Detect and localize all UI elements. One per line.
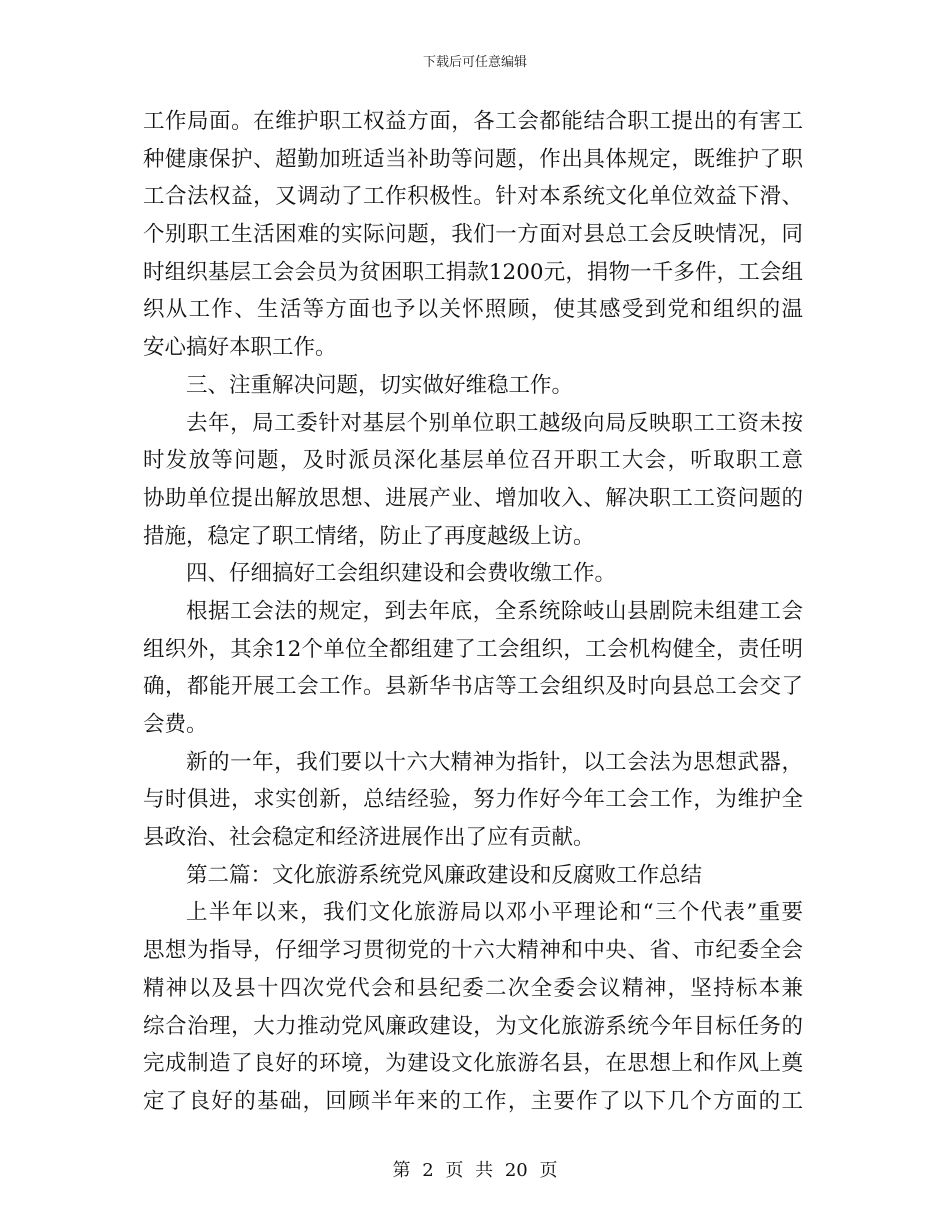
text-line: 组织外，其余12个单位全都组建了工会组织，工会机构健全，责任明 (143, 636, 803, 662)
text-line: 去年，局工委针对基层个别单位职工越级向局反映职工工资未按 (186, 410, 803, 436)
text-line: 织从工作、生活等方面也予以关怀照顾，使其感受到党和组织的温 (143, 297, 803, 323)
text-line: 时组织基层工会会员为贫困职工捐款1200元，捐物一千多件，工会组 (143, 259, 803, 285)
text-line: 会费。 (143, 712, 208, 737)
text-line: 上半年以来，我们文化旅游局以邓小平理论和“三个代表”重要 (186, 900, 803, 926)
text-line: 措施，稳定了职工情绪，防止了再度越级上访。 (143, 523, 595, 549)
text-line: 思想为指导，仔细学习贯彻党的十六大精神和中央、省、市纪委全会 (143, 938, 803, 964)
text-line: 定了良好的基础，回顾半年来的工作，主要作了以下几个方面的工 (143, 1088, 803, 1114)
text-line: 工合法权益，又调动了工作积极性。针对本系统文化单位效益下滑、 (143, 184, 803, 210)
text-line: 个别职工生活困难的实际问题，我们一方面对县总工会反映情况，同 (143, 222, 803, 248)
text-line: 工作局面。在维护职工权益方面，各工会都能结合职工提出的有害工 (143, 109, 803, 134)
text-line: 安心搞好本职工作。 (143, 335, 337, 361)
document-body (143, 103, 803, 1121)
text-line: 根据工会法的规定，到去年底，全系统除岐山县剧院未组建工会 (186, 598, 803, 624)
text-line: 四、仔细搞好工会组织建设和会费收缴工作。 (186, 561, 617, 587)
text-line: 三、注重解决问题，切实做好维稳工作。 (186, 372, 574, 398)
text-line: 协助单位提出解放思想、进展产业、增加收入、解决职工工资问题的 (143, 485, 803, 511)
text-line: 完成制造了良好的环境，为建设文化旅游名县，在思想上和作风上奠 (143, 1051, 803, 1077)
text-line: 种健康保护、超勤加班适当补助等问题，作出具体规定，既维护了职 (143, 146, 803, 172)
text-line: 确，都能开展工会工作。县新华书店等工会组织及时向县总工会交了 (143, 674, 803, 700)
text-line: 时发放等问题，及时派员深化基层单位召开职工大会，听取职工意 (143, 448, 803, 474)
page-header: 下载后可任意编辑 (422, 55, 527, 70)
text-line: 综合治理，大力推动党风廉政建设，为文化旅游系统今年目标任务的 (143, 1013, 803, 1039)
page-footer: 第 2 页 共 20 页 (392, 1160, 558, 1181)
text-line: 精神以及县十四次党代会和县纪委二次全委会议精神，坚持标本兼 (143, 975, 803, 1001)
text-line: 第二篇：文化旅游系统党风廉政建设和反腐败工作总结 (186, 862, 703, 888)
text-line: 与时俱进，求实创新，总结经验，努力作好今年工会工作，为维护全 (143, 787, 803, 813)
text-line: 新的一年，我们要以十六大精神为指针，以工会法为思想武器， (186, 749, 803, 775)
text-line: 县政治、社会稳定和经济进展作出了应有贡献。 (143, 825, 595, 851)
